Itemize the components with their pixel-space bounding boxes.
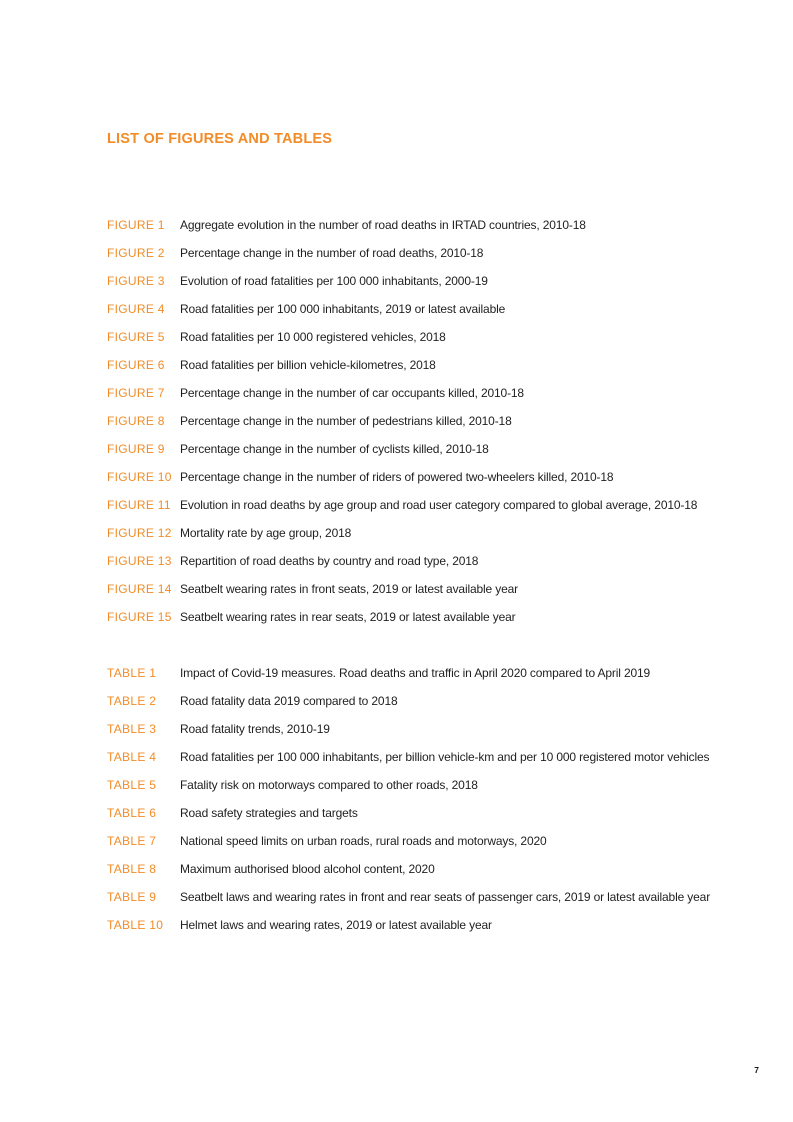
figure-title: Seatbelt wearing rates in front seats, 2019 or latest available year (180, 582, 518, 596)
page-number: 7 (754, 1065, 759, 1075)
figure-label: FIGURE 2 (107, 246, 165, 260)
list-item[interactable] (107, 410, 767, 438)
list-item[interactable] (107, 914, 767, 942)
table-label: TABLE 10 (107, 918, 164, 932)
figure-label: FIGURE 9 (107, 442, 165, 456)
table-title: Road fatality data 2019 compared to 2018 (180, 694, 398, 708)
table-title: Road fatalities per 100 000 inhabitants, per billion vehicle-km and per 10 000 registered motor vehicles (180, 750, 710, 764)
figure-label: FIGURE 10 (107, 470, 172, 484)
table-title: Road safety strategies and targets (180, 806, 358, 820)
table-title: Seatbelt laws and wearing rates in front and rear seats of passenger cars, 2019 or latest available year (180, 890, 711, 904)
list-item[interactable] (107, 802, 767, 830)
figure-title: Percentage change in the number of road deaths, 2010-18 (180, 246, 484, 260)
figure-title: Aggregate evolution in the number of road deaths in IRTAD countries, 2010-18 (180, 218, 586, 232)
figure-label: FIGURE 4 (107, 302, 165, 316)
figure-label: FIGURE 15 (107, 610, 172, 624)
list-item[interactable] (107, 830, 767, 858)
figure-label: FIGURE 7 (107, 386, 165, 400)
figure-title: Evolution in road deaths by age group and road user category compared to global average, 2010-18 (180, 498, 698, 512)
figure-label: FIGURE 14 (107, 582, 172, 596)
figure-title: Road fatalities per billion vehicle-kilometres, 2018 (180, 358, 436, 372)
list-item[interactable] (107, 774, 767, 802)
figure-title: Percentage change in the number of car occupants killed, 2010-18 (180, 386, 524, 400)
table-title: Impact of Covid-19 measures. Road deaths and traffic in April 2020 compared to April 2019 (180, 666, 651, 680)
table-label: TABLE 4 (107, 750, 157, 764)
table-label: TABLE 1 (107, 666, 157, 680)
list-item[interactable] (107, 466, 767, 494)
tables-list (107, 662, 767, 942)
list-item[interactable] (107, 242, 767, 270)
list-item[interactable] (107, 858, 767, 886)
list-item[interactable] (107, 522, 767, 550)
list-item[interactable] (107, 270, 767, 298)
table-title: Helmet laws and wearing rates, 2019 or latest available year (180, 918, 492, 932)
figure-label: FIGURE 12 (107, 526, 172, 540)
list-item[interactable] (107, 550, 767, 578)
table-title: Fatality risk on motorways compared to other roads, 2018 (180, 778, 478, 792)
table-label: TABLE 2 (107, 694, 157, 708)
list-item[interactable] (107, 494, 767, 522)
list-item[interactable] (107, 690, 767, 718)
figure-title: Evolution of road fatalities per 100 000 inhabitants, 2000-19 (180, 274, 488, 288)
figure-title: Percentage change in the number of pedestrians killed, 2010-18 (180, 414, 512, 428)
list-item[interactable] (107, 886, 767, 914)
list-item[interactable] (107, 718, 767, 746)
table-label: TABLE 9 (107, 890, 157, 904)
table-label: TABLE 5 (107, 778, 157, 792)
list-item[interactable] (107, 746, 767, 774)
table-title: National speed limits on urban roads, rural roads and motorways, 2020 (180, 834, 547, 848)
list-item[interactable] (107, 214, 767, 242)
figure-title: Percentage change in the number of riders of powered two-wheelers killed, 2010-18 (180, 470, 614, 484)
list-item[interactable] (107, 326, 767, 354)
figure-label: FIGURE 13 (107, 554, 172, 568)
list-item[interactable] (107, 438, 767, 466)
figure-title: Road fatalities per 100 000 inhabitants, 2019 or latest available (180, 302, 506, 316)
list-item[interactable] (107, 606, 767, 634)
figure-title: Seatbelt wearing rates in rear seats, 2019 or latest available year (180, 610, 516, 624)
figure-title: Road fatalities per 10 000 registered vehicles, 2018 (180, 330, 446, 344)
page-title: LIST OF FIGURES AND TABLES (107, 131, 333, 147)
list-item[interactable] (107, 354, 767, 382)
table-label: TABLE 7 (107, 834, 157, 848)
figure-title: Percentage change in the number of cyclists killed, 2010-18 (180, 442, 489, 456)
list-item[interactable] (107, 382, 767, 410)
figure-label: FIGURE 3 (107, 274, 165, 288)
figure-label: FIGURE 11 (107, 498, 171, 512)
table-label: TABLE 3 (107, 722, 157, 736)
figure-title: Mortality rate by age group, 2018 (180, 526, 352, 540)
table-label: TABLE 6 (107, 806, 157, 820)
figure-label: FIGURE 5 (107, 330, 165, 344)
figure-label: FIGURE 6 (107, 358, 165, 372)
list-item[interactable] (107, 662, 767, 690)
figure-label: FIGURE 1 (107, 218, 165, 232)
figure-title: Repartition of road deaths by country and road type, 2018 (180, 554, 479, 568)
table-label: TABLE 8 (107, 862, 157, 876)
figure-label: FIGURE 8 (107, 414, 165, 428)
list-item[interactable] (107, 298, 767, 326)
list-item[interactable] (107, 578, 767, 606)
figures-list (107, 214, 767, 634)
table-title: Maximum authorised blood alcohol content, 2020 (180, 862, 435, 876)
table-title: Road fatality trends, 2010-19 (180, 722, 330, 736)
